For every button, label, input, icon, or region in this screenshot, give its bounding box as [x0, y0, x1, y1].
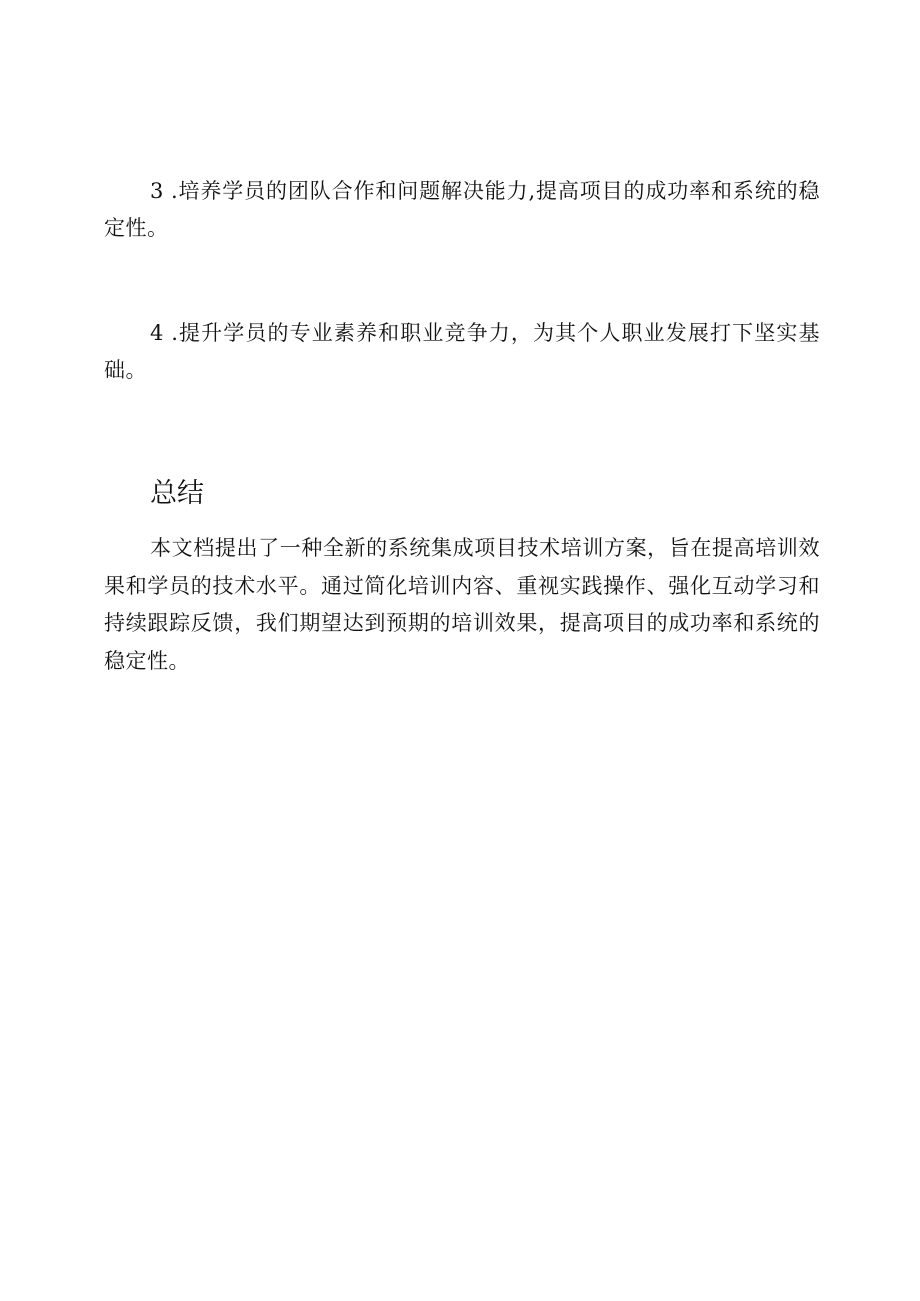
summary-heading: 总结: [150, 478, 204, 509]
list-item-number: 4: [150, 321, 164, 345]
list-item-number: 3: [150, 179, 164, 203]
list-item-4: [104, 315, 820, 389]
list-item-text: .培养学员的团队合作和问题解决能力,提高项目的成功率和系统的稳定性。: [104, 179, 820, 240]
summary-paragraph: 本文档提出了一种全新的系统集成项目技术培训方案，旨在提高培训效果和学员的技术水平。通过简化培训内容、重视实践操作、强化互动学习和持续跟踪反馈，我们期望达到预期的培训效果，提高项目的成功率和系统的稳定性。: [104, 536, 820, 673]
list-item-text: .提升学员的专业素养和职业竞争力，为其个人职业发展打下坚实基础。: [104, 321, 820, 382]
list-item-3: [104, 173, 820, 247]
